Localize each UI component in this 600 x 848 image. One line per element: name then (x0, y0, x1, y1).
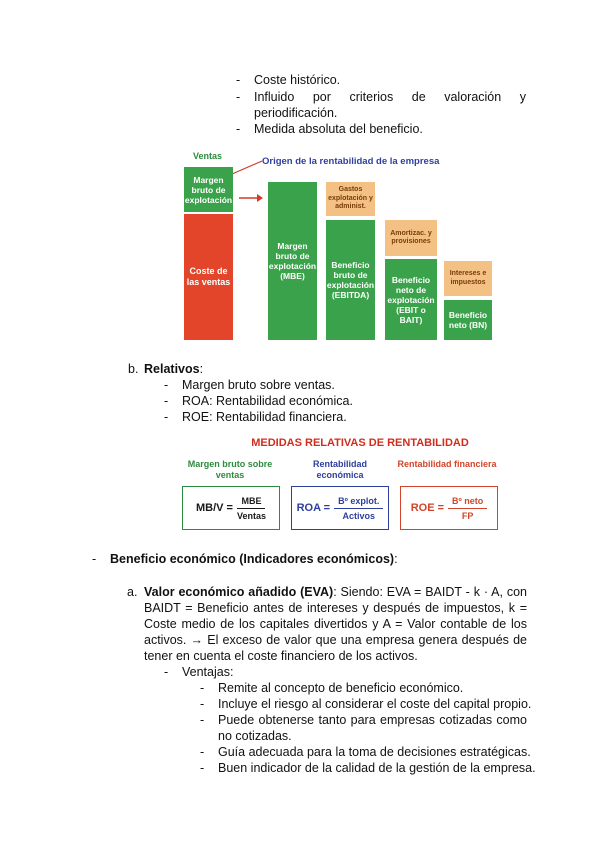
gastos-block: Gastos explotación y administ. (326, 182, 375, 216)
section-suffix: : (394, 552, 398, 566)
ebitda-block: Beneficio bruto de explotación (EBITDA) (326, 220, 375, 340)
fraction (334, 496, 383, 521)
list-item: Remite al concepto de beneficio económico. (218, 681, 464, 695)
amortizacion-block: Amortizac. y provisiones (385, 220, 437, 256)
list-item: Guía adecuada para la toma de decisiones estratégicas. (218, 745, 531, 759)
roa-formula (291, 486, 389, 530)
relativos-marker: b. (128, 362, 139, 376)
diagram-title: MEDIDAS RELATIVAS DE RENTABILIDAD (251, 437, 469, 449)
fraction (237, 496, 266, 521)
list-item: ROA: Rentabilidad económica. (182, 394, 353, 408)
bullet-dash: - (200, 761, 205, 775)
bullet-dash: - (236, 122, 241, 136)
denominator: FP (461, 510, 474, 521)
section-title: Beneficio económico (Indicadores económicos) (110, 552, 395, 566)
mbv-formula (182, 486, 280, 530)
numerator: MBE (237, 496, 265, 509)
eva-paragraph (144, 584, 527, 664)
mbe-block: Margen bruto de explotación (MBE) (268, 182, 317, 340)
bullet-dash: - (200, 713, 205, 727)
numerator: Bº neto (448, 496, 487, 509)
bullet-dash: - (164, 665, 169, 679)
bullet-dash: - (164, 378, 169, 392)
list-item: Coste histórico. (254, 73, 341, 87)
list-item: Puede obtenerse tanto para empresas cotizadas como no cotizadas. (218, 713, 527, 743)
roa-caption: Rentabilidad económica (312, 459, 367, 480)
bullet-dash: - (164, 394, 169, 408)
bullet-dash: - (200, 745, 205, 759)
bn-block: Beneficio neto (BN) (444, 300, 492, 340)
eva-title: Valor económico añadido (EVA) (144, 585, 334, 599)
mbv-caption: Margen bruto sobre ventas (187, 459, 273, 480)
ventajas-label: Ventajas: (182, 665, 234, 679)
list-item: ROE: Rentabilidad financiera. (182, 410, 347, 424)
bullet-dash: - (236, 90, 241, 104)
roe-caption: Rentabilidad financiera (397, 459, 497, 469)
eva-text: : Siendo: EVA = BAIDT - k · A, con BAIDT = Beneficio antes de intereses y después de impuestos, k = Coste medio de los capitales divertidos y A = Valor contable de los activos. → El exceso de valor que una empresa genera después de tener en cuenta el coste financiero de los activos. (144, 585, 527, 663)
list-item: Incluye el riesgo al considerar el coste del capital propio. (218, 697, 532, 711)
denominator: Activos (342, 510, 376, 521)
roe-formula (400, 486, 498, 530)
relativos-title: Relativos (144, 362, 200, 376)
bullet-dash: - (236, 73, 241, 87)
bullet-dash: - (200, 681, 205, 695)
formula-name: MB/V = (195, 502, 233, 514)
formula-name: ROE = (410, 502, 445, 514)
list-item-text: Influido por criterios de valoración y periodificación. (254, 90, 526, 120)
list-item: Margen bruto sobre ventas. (182, 378, 335, 392)
denominator: Ventas (236, 510, 266, 521)
bullet-dash: - (164, 410, 169, 424)
ventas-label: Ventas (193, 151, 223, 161)
list-item (254, 89, 526, 121)
fraction (448, 496, 487, 521)
bullet-dash: - (200, 697, 205, 711)
section-heading (110, 551, 398, 567)
origin-label: Origen de la rentabilidad de la empresa (262, 156, 440, 167)
bullet-dash: - (92, 552, 97, 566)
eva-marker: a. (127, 585, 138, 599)
list-item: Buen indicador de la calidad de la gestión de la empresa. (218, 761, 536, 775)
numerator: Bº explot. (334, 496, 383, 509)
coste-ventas-block: Coste de las ventas (184, 214, 233, 340)
relativos-heading: Relativos: (144, 362, 204, 376)
intereses-block: Intereses e impuestos (444, 261, 492, 296)
ebit-block: Beneficio neto de explotación (EBIT o BAIT) (385, 259, 437, 340)
list-item: Medida absoluta del beneficio. (254, 122, 423, 136)
formula-name: ROA = (296, 502, 331, 514)
right-arrow-icon (238, 192, 264, 204)
margen-bruto-small: Margen bruto de explotación (184, 167, 233, 212)
